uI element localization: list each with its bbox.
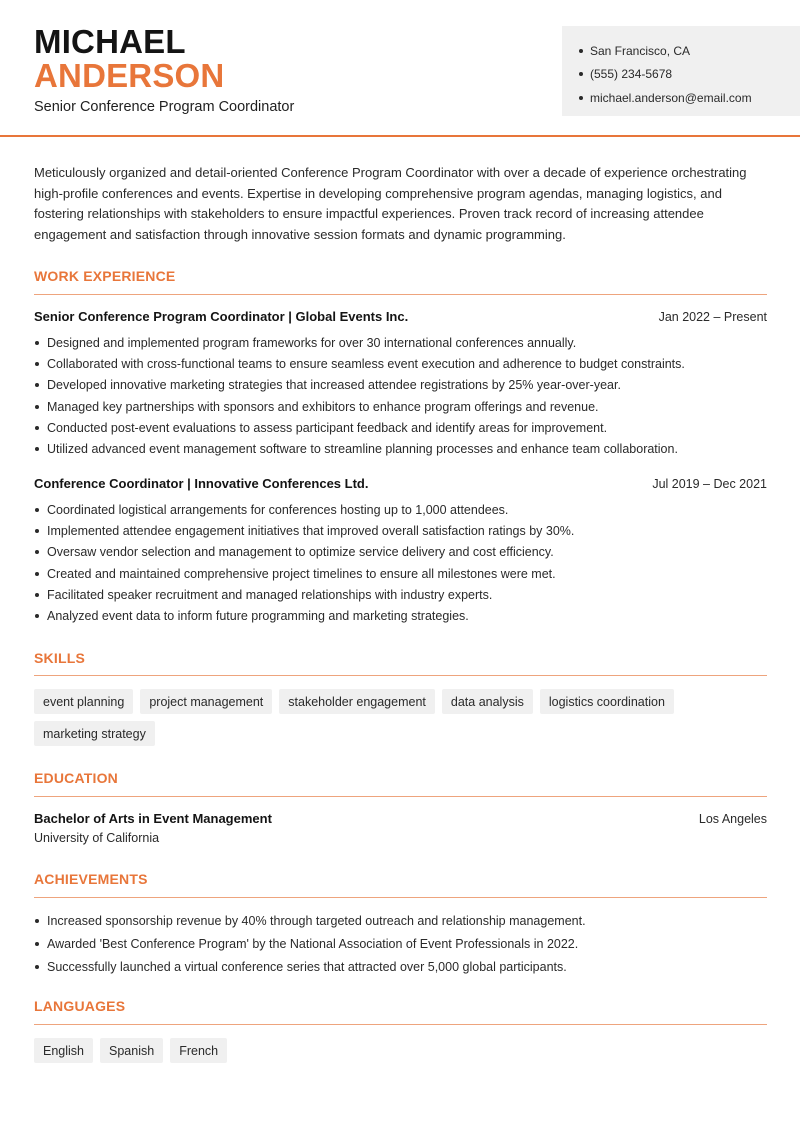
section-divider bbox=[34, 1024, 767, 1025]
bullet-text: Oversaw vendor selection and management to optimize service delivery and cost efficiency. bbox=[47, 545, 554, 560]
section-divider bbox=[34, 675, 767, 676]
skill-tag: event planning bbox=[34, 689, 133, 714]
bullet-icon bbox=[35, 362, 39, 366]
location-text: San Francisco, CA bbox=[590, 43, 691, 58]
contact-email bbox=[579, 86, 800, 110]
skill-tag: marketing strategy bbox=[34, 721, 155, 746]
job-dates: Jan 2022 – Present bbox=[658, 310, 767, 324]
bullet-icon bbox=[579, 72, 583, 76]
bullet-text: Analyzed event data to inform future programming and marketing strategies. bbox=[47, 609, 469, 624]
list-item bbox=[34, 438, 767, 459]
skill-tag: data analysis bbox=[442, 689, 533, 714]
bullet-icon bbox=[35, 508, 39, 512]
bullet-icon bbox=[35, 614, 39, 618]
list-item bbox=[34, 584, 767, 605]
skill-tag: logistics coordination bbox=[540, 689, 674, 714]
skills-tag-list bbox=[34, 689, 774, 753]
summary-paragraph: Meticulously organized and detail-oriented Conference Program Coordinator with over a decade of experience orchestrating high-profile conferences and events. Expertise in developing comprehensive program agendas, managing logistics, and fostering relationships with stakeholders to ensure impactful experiences. Proven track record of increasing attendee engagement and satisfaction through innovative session formats and dynamic programming. bbox=[34, 165, 747, 243]
bullet-text: Created and maintained comprehensive project timelines to ensure all milestones were met. bbox=[47, 566, 556, 581]
list-item bbox=[34, 396, 767, 417]
list-item bbox=[34, 955, 767, 978]
list-item bbox=[34, 499, 767, 520]
section-divider bbox=[34, 796, 767, 797]
skill-tag: project management bbox=[140, 689, 272, 714]
list-item bbox=[34, 605, 767, 626]
list-item bbox=[34, 520, 767, 541]
bullet-icon bbox=[35, 426, 39, 430]
language-tag: Spanish bbox=[100, 1038, 163, 1063]
section-divider bbox=[34, 897, 767, 898]
bullet-text: Facilitated speaker recruitment and managed relationships with industry experts. bbox=[47, 587, 493, 602]
section-divider bbox=[34, 294, 767, 295]
bullet-icon bbox=[35, 405, 39, 409]
bullet-icon bbox=[35, 383, 39, 387]
bullet-icon bbox=[35, 965, 39, 969]
section-title-work: WORK EXPERIENCE bbox=[34, 268, 176, 284]
languages-tag-list bbox=[34, 1038, 774, 1070]
bullet-text: Successfully launched a virtual conference series that attracted over 5,000 global participants. bbox=[47, 959, 567, 974]
bullet-text: Utilized advanced event management software to streamline planning processes and enhance team collaboration. bbox=[47, 442, 678, 457]
bullet-text: Increased sponsorship revenue by 40% through targeted outreach and relationship management. bbox=[47, 913, 586, 928]
list-item bbox=[34, 332, 767, 353]
degree: Bachelor of Arts in Event Management bbox=[34, 811, 272, 826]
bullet-text: Developed innovative marketing strategies that increased attendee registrations by 25% year-over-year. bbox=[47, 378, 621, 393]
email-text: michael.anderson@email.com bbox=[590, 90, 752, 105]
job-role: Senior Conference Program Coordinator | Global Events Inc. bbox=[34, 309, 409, 324]
bullet-text: Managed key partnerships with sponsors and exhibitors to enhance program offerings and revenue. bbox=[47, 399, 599, 414]
skill-tag: stakeholder engagement bbox=[279, 689, 435, 714]
contact-location bbox=[579, 39, 800, 63]
contact-box bbox=[562, 26, 800, 116]
section-title-achievements: ACHIEVEMENTS bbox=[34, 871, 148, 887]
job-bullet-list bbox=[34, 499, 767, 627]
achievements-list bbox=[34, 909, 767, 978]
bullet-text: Awarded 'Best Conference Program' by the National Association of Event Professionals in 2022. bbox=[47, 936, 579, 951]
school-name: University of California bbox=[34, 831, 160, 845]
language-tag: French bbox=[170, 1038, 227, 1063]
section-title-languages: LANGUAGES bbox=[34, 998, 126, 1014]
last-name: ANDERSON bbox=[34, 57, 225, 94]
section-title-education: EDUCATION bbox=[34, 770, 118, 786]
bullet-text: Collaborated with cross-functional teams to ensure seamless event execution and adherence to budget constraints. bbox=[47, 356, 685, 371]
bullet-icon bbox=[35, 572, 39, 576]
bullet-icon bbox=[579, 49, 583, 53]
job-dates: Jul 2019 – Dec 2021 bbox=[652, 477, 767, 491]
job-role: Conference Coordinator | Innovative Conferences Ltd. bbox=[34, 476, 369, 491]
bullet-icon bbox=[579, 96, 583, 100]
list-item bbox=[34, 909, 767, 932]
bullet-icon bbox=[35, 550, 39, 554]
language-tag: English bbox=[34, 1038, 93, 1063]
section-title-skills: SKILLS bbox=[34, 650, 85, 666]
bullet-icon bbox=[35, 942, 39, 946]
job-bullet-list bbox=[34, 332, 767, 460]
resume-header bbox=[0, 0, 800, 137]
bullet-text: Designed and implemented program frameworks for over 30 international conferences annually. bbox=[47, 335, 577, 350]
bullet-icon bbox=[35, 447, 39, 451]
list-item bbox=[34, 563, 767, 584]
list-item bbox=[34, 353, 767, 374]
bullet-icon bbox=[35, 341, 39, 345]
list-item bbox=[34, 417, 767, 438]
education-location: Los Angeles bbox=[698, 812, 767, 826]
bullet-icon bbox=[35, 529, 39, 533]
list-item bbox=[34, 932, 767, 955]
candidate-name bbox=[34, 23, 225, 94]
job-header bbox=[34, 309, 767, 324]
contact-phone bbox=[579, 63, 800, 87]
job-header bbox=[34, 476, 767, 491]
bullet-icon bbox=[35, 919, 39, 923]
bullet-text: Implemented attendee engagement initiatives that improved overall satisfaction ratings by 30%. bbox=[47, 523, 575, 538]
job-title: Senior Conference Program Coordinator bbox=[34, 99, 295, 115]
bullet-icon bbox=[35, 593, 39, 597]
bullet-text: Conducted post-event evaluations to assess participant feedback and identify areas for improvement. bbox=[47, 420, 608, 435]
list-item bbox=[34, 375, 767, 396]
list-item bbox=[34, 542, 767, 563]
phone-text: (555) 234-5678 bbox=[590, 67, 673, 82]
bullet-text: Coordinated logistical arrangements for conferences hosting up to 1,000 attendees. bbox=[47, 502, 509, 517]
education-header bbox=[34, 811, 767, 826]
first-name: MICHAEL bbox=[34, 23, 186, 60]
